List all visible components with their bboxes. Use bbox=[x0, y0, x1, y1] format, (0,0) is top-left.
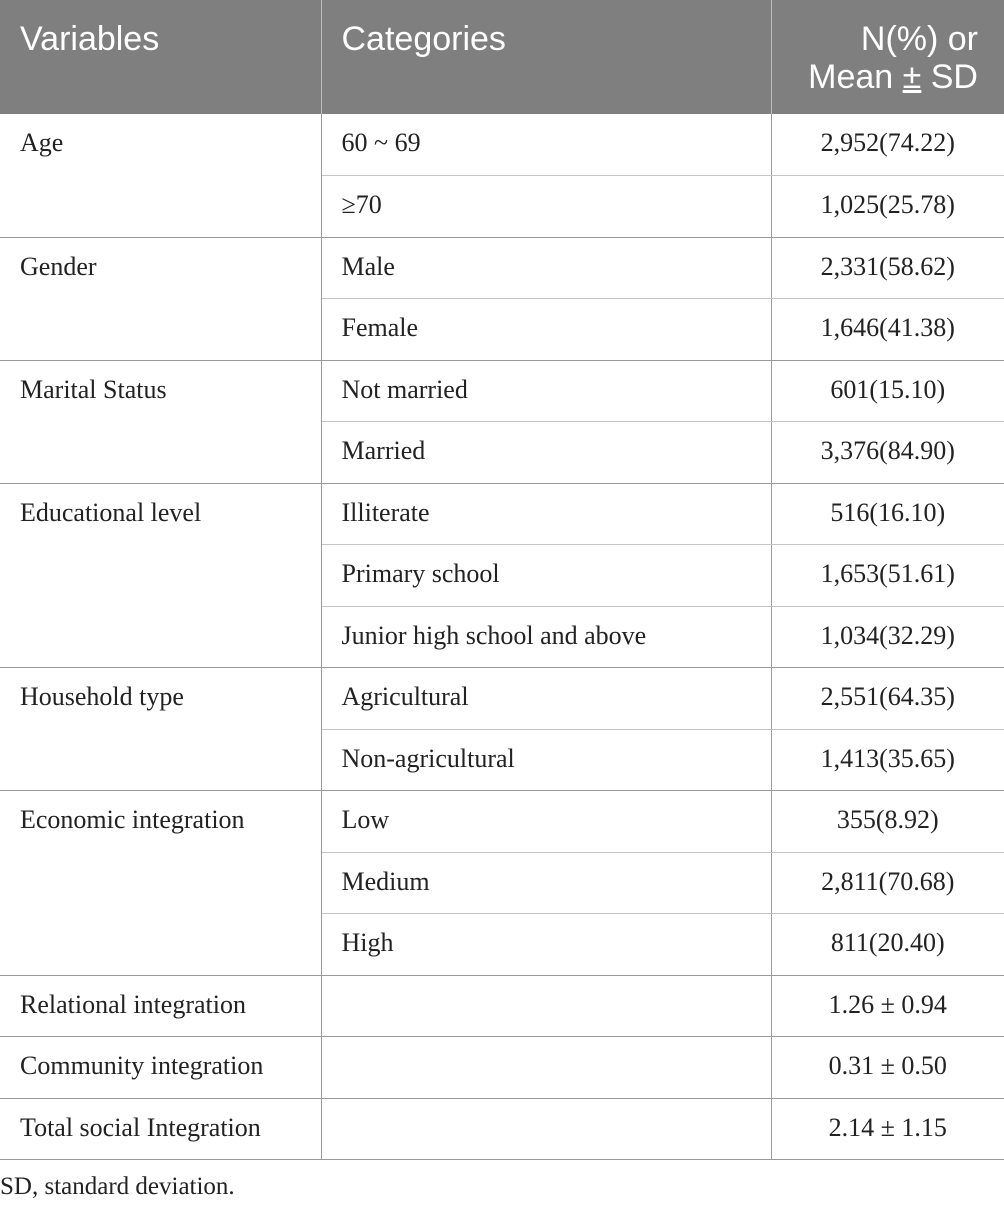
category-cell: Not married bbox=[321, 360, 771, 422]
table-row bbox=[0, 114, 1004, 176]
value-cell: 601(15.10) bbox=[771, 360, 1004, 422]
header-col3-sd: SD bbox=[921, 58, 978, 96]
value-cell: 0.31 ± 0.50 bbox=[771, 1037, 1004, 1099]
category-cell: Illiterate bbox=[321, 483, 771, 545]
table-footnote: SD, standard deviation. bbox=[0, 1173, 235, 1200]
category-cell bbox=[321, 1098, 771, 1160]
category-cell: Junior high school and above bbox=[321, 606, 771, 668]
header-variables: Variables bbox=[0, 0, 321, 114]
header-col3-line1: N(%) or bbox=[860, 20, 978, 58]
value-cell: 355(8.92) bbox=[771, 791, 1004, 853]
table-row bbox=[0, 975, 1004, 1037]
category-cell: Non-agricultural bbox=[321, 729, 771, 791]
variable-educational-level: Educational level bbox=[0, 483, 321, 668]
header-col3-mean: Mean bbox=[808, 58, 903, 96]
value-cell: 811(20.40) bbox=[771, 914, 1004, 976]
category-cell: ≥70 bbox=[321, 176, 771, 238]
category-cell: Agricultural bbox=[321, 668, 771, 730]
variable-age: Age bbox=[0, 114, 321, 237]
category-cell: Male bbox=[321, 237, 771, 299]
value-cell: 1,413(35.65) bbox=[771, 729, 1004, 791]
table-row bbox=[0, 1037, 1004, 1099]
table-row bbox=[0, 1098, 1004, 1160]
variable-gender: Gender bbox=[0, 237, 321, 360]
value-cell: 3,376(84.90) bbox=[771, 422, 1004, 484]
table-body bbox=[0, 114, 1004, 1160]
value-cell: 1,034(32.29) bbox=[771, 606, 1004, 668]
header-col3-plus-minus: ± bbox=[902, 58, 922, 96]
value-cell: 1,646(41.38) bbox=[771, 299, 1004, 361]
value-cell: 2,952(74.22) bbox=[771, 114, 1004, 176]
table-row bbox=[0, 360, 1004, 422]
table-row bbox=[0, 791, 1004, 853]
category-cell: Primary school bbox=[321, 545, 771, 607]
header-n-percent-or-mean-sd bbox=[771, 0, 1004, 114]
variable-relational-integration: Relational integration bbox=[0, 975, 321, 1037]
category-cell bbox=[321, 975, 771, 1037]
category-cell: Married bbox=[321, 422, 771, 484]
value-cell: 2,551(64.35) bbox=[771, 668, 1004, 730]
variable-total-social-integration: Total social Integration bbox=[0, 1098, 321, 1160]
value-cell: 516(16.10) bbox=[771, 483, 1004, 545]
value-cell: 2,811(70.68) bbox=[771, 852, 1004, 914]
table-row bbox=[0, 483, 1004, 545]
category-cell: Medium bbox=[321, 852, 771, 914]
category-cell bbox=[321, 1037, 771, 1099]
value-cell: 1,653(51.61) bbox=[771, 545, 1004, 607]
category-cell: 60 ~ 69 bbox=[321, 114, 771, 176]
category-cell: High bbox=[321, 914, 771, 976]
table-row bbox=[0, 668, 1004, 730]
category-cell: Female bbox=[321, 299, 771, 361]
value-cell: 1.26 ± 0.94 bbox=[771, 975, 1004, 1037]
category-cell: Low bbox=[321, 791, 771, 853]
variable-household-type: Household type bbox=[0, 668, 321, 791]
table-row bbox=[0, 237, 1004, 299]
header-categories: Categories bbox=[321, 0, 771, 114]
variable-marital-status: Marital Status bbox=[0, 360, 321, 483]
value-cell: 2,331(58.62) bbox=[771, 237, 1004, 299]
table-header bbox=[0, 0, 1004, 114]
value-cell: 1,025(25.78) bbox=[771, 176, 1004, 238]
variable-community-integration: Community integration bbox=[0, 1037, 321, 1099]
variable-economic-integration: Economic integration bbox=[0, 791, 321, 976]
value-cell: 2.14 ± 1.15 bbox=[771, 1098, 1004, 1160]
